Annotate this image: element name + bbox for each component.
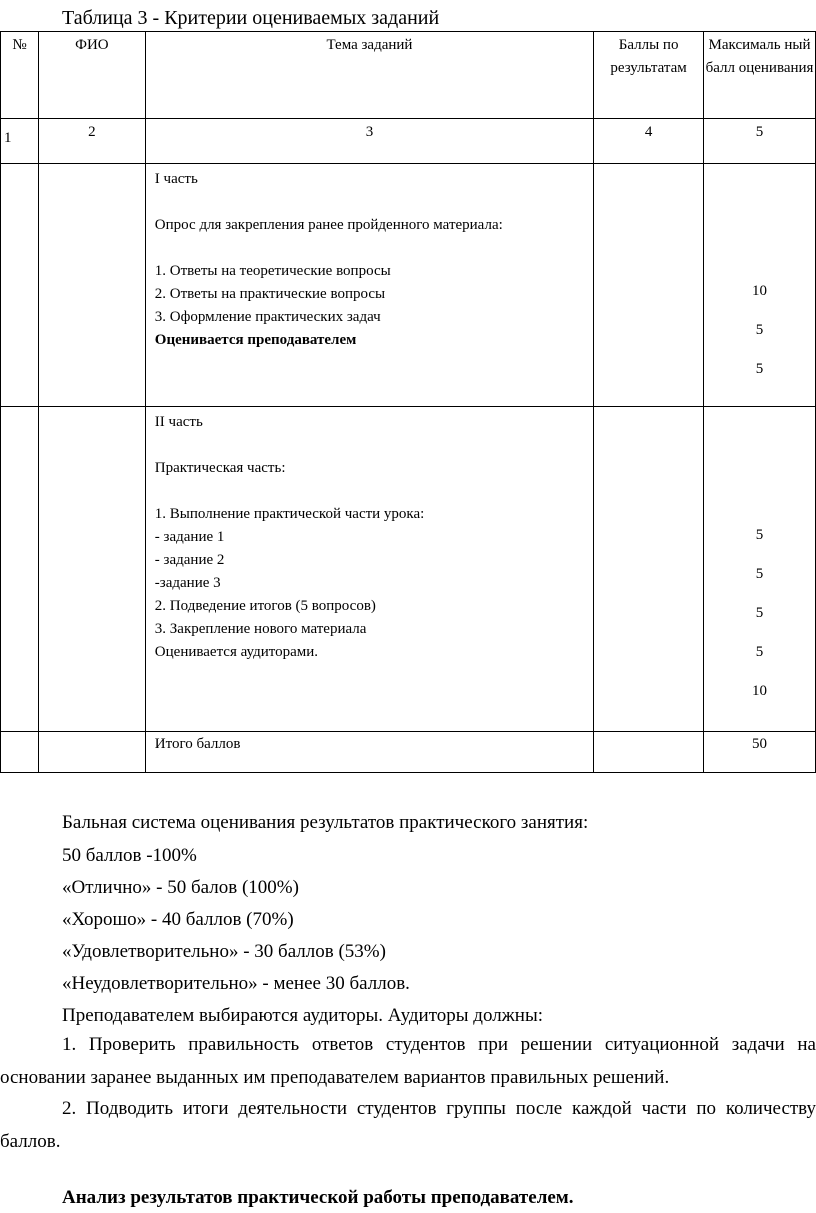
part2-number-cell (1, 407, 39, 732)
grading-line: «Удовлетворительно» - 30 баллов (53%) (62, 941, 386, 962)
part1-item: 3. Оформление практических задач (154, 309, 381, 325)
part1-max-score-cell (704, 164, 816, 407)
total-value: 50 (704, 732, 816, 773)
auditors-point-2: 2. Подводить итоги деятельности студентов группы после каждой части по количеству баллов. (0, 1098, 816, 1152)
part1-number-cell (1, 164, 39, 407)
grading-intro: Бальная система оценивания результатов практического занятия: (62, 812, 589, 833)
grading-line: «Хорошо» - 40 баллов (70%) (62, 909, 294, 930)
total-name-cell (38, 732, 145, 773)
total-label: Итого баллов (145, 732, 593, 773)
part1-topic-cell (145, 164, 593, 407)
part1-max-score: 5 (755, 361, 764, 377)
part2-score-cell (594, 407, 704, 732)
part2-max-score: 5 (755, 527, 764, 543)
total-number-cell (1, 732, 39, 773)
part2-subtitle: Практическая часть: (154, 460, 286, 476)
header-number: № (1, 32, 39, 119)
part2-item: 2. Подведение итогов (5 вопросов) (154, 598, 376, 614)
header-scores: Баллы по результатам (594, 32, 704, 119)
part2-name-cell (38, 407, 145, 732)
grading-line: «Отлично» - 50 балов (100%) (62, 877, 299, 898)
part2-row (1, 407, 816, 732)
auditors-intro: Преподавателем выбираются аудиторы. Аудиторы должны: (62, 1005, 544, 1026)
part2-topic-cell (145, 407, 593, 732)
col-number-4: 4 (594, 119, 704, 164)
part2-max-score: 5 (755, 566, 764, 582)
grading-line: «Неудовлетворительно» - менее 30 баллов. (62, 973, 410, 994)
part1-subtitle: Опрос для закрепления ранее пройденного материала: (154, 217, 503, 233)
header-topic: Тема заданий (145, 32, 593, 119)
header-max-score: Максималь ный балл оценивания (704, 32, 816, 119)
auditors-point-1: 1. Проверить правильность ответов студентов при решении ситуационной задачи на основании заранее выданных им преподавателем вариантов правильных решений. (0, 1034, 816, 1088)
part2-assessor: Оценивается аудиторами. (154, 644, 319, 660)
part1-name-cell (38, 164, 145, 407)
part2-max-score: 10 (752, 683, 768, 699)
analysis-heading: Анализ результатов практической работы преподавателем. (62, 1187, 574, 1208)
part2-item: 1. Выполнение практической части урока: (154, 506, 425, 522)
total-row (1, 732, 816, 773)
part2-item: -задание 3 (154, 575, 221, 591)
total-score-cell (594, 732, 704, 773)
part2-max-score: 5 (755, 644, 764, 660)
part1-item: 2. Ответы на практические вопросы (154, 286, 386, 302)
part1-title: I часть (154, 171, 198, 187)
column-number-row (1, 119, 816, 164)
table-caption: Таблица 3 - Критерии оцениваемых заданий (62, 7, 440, 29)
part2-max-score: 5 (755, 605, 764, 621)
part1-score-cell (594, 164, 704, 407)
grading-line: 50 баллов -100% (62, 845, 197, 866)
part2-item: - задание 1 (154, 529, 225, 545)
part1-row (1, 164, 816, 407)
part2-max-score-cell (704, 407, 816, 732)
col-number-1: 1 (1, 119, 39, 164)
part1-max-score: 10 (752, 283, 768, 299)
part1-item: 1. Ответы на теоретические вопросы (154, 263, 391, 279)
part2-title: II часть (154, 414, 203, 430)
part1-max-score: 5 (755, 322, 764, 338)
part1-assessor: Оценивается преподавателем (154, 332, 357, 348)
part2-item: 3. Закрепление нового материала (154, 621, 367, 637)
header-name: ФИО (38, 32, 145, 119)
part2-item: - задание 2 (154, 552, 225, 568)
col-number-2: 2 (38, 119, 145, 164)
table-header-row (1, 32, 816, 119)
col-number-5: 5 (704, 119, 816, 164)
col-number-3: 3 (145, 119, 593, 164)
criteria-table (0, 31, 816, 773)
